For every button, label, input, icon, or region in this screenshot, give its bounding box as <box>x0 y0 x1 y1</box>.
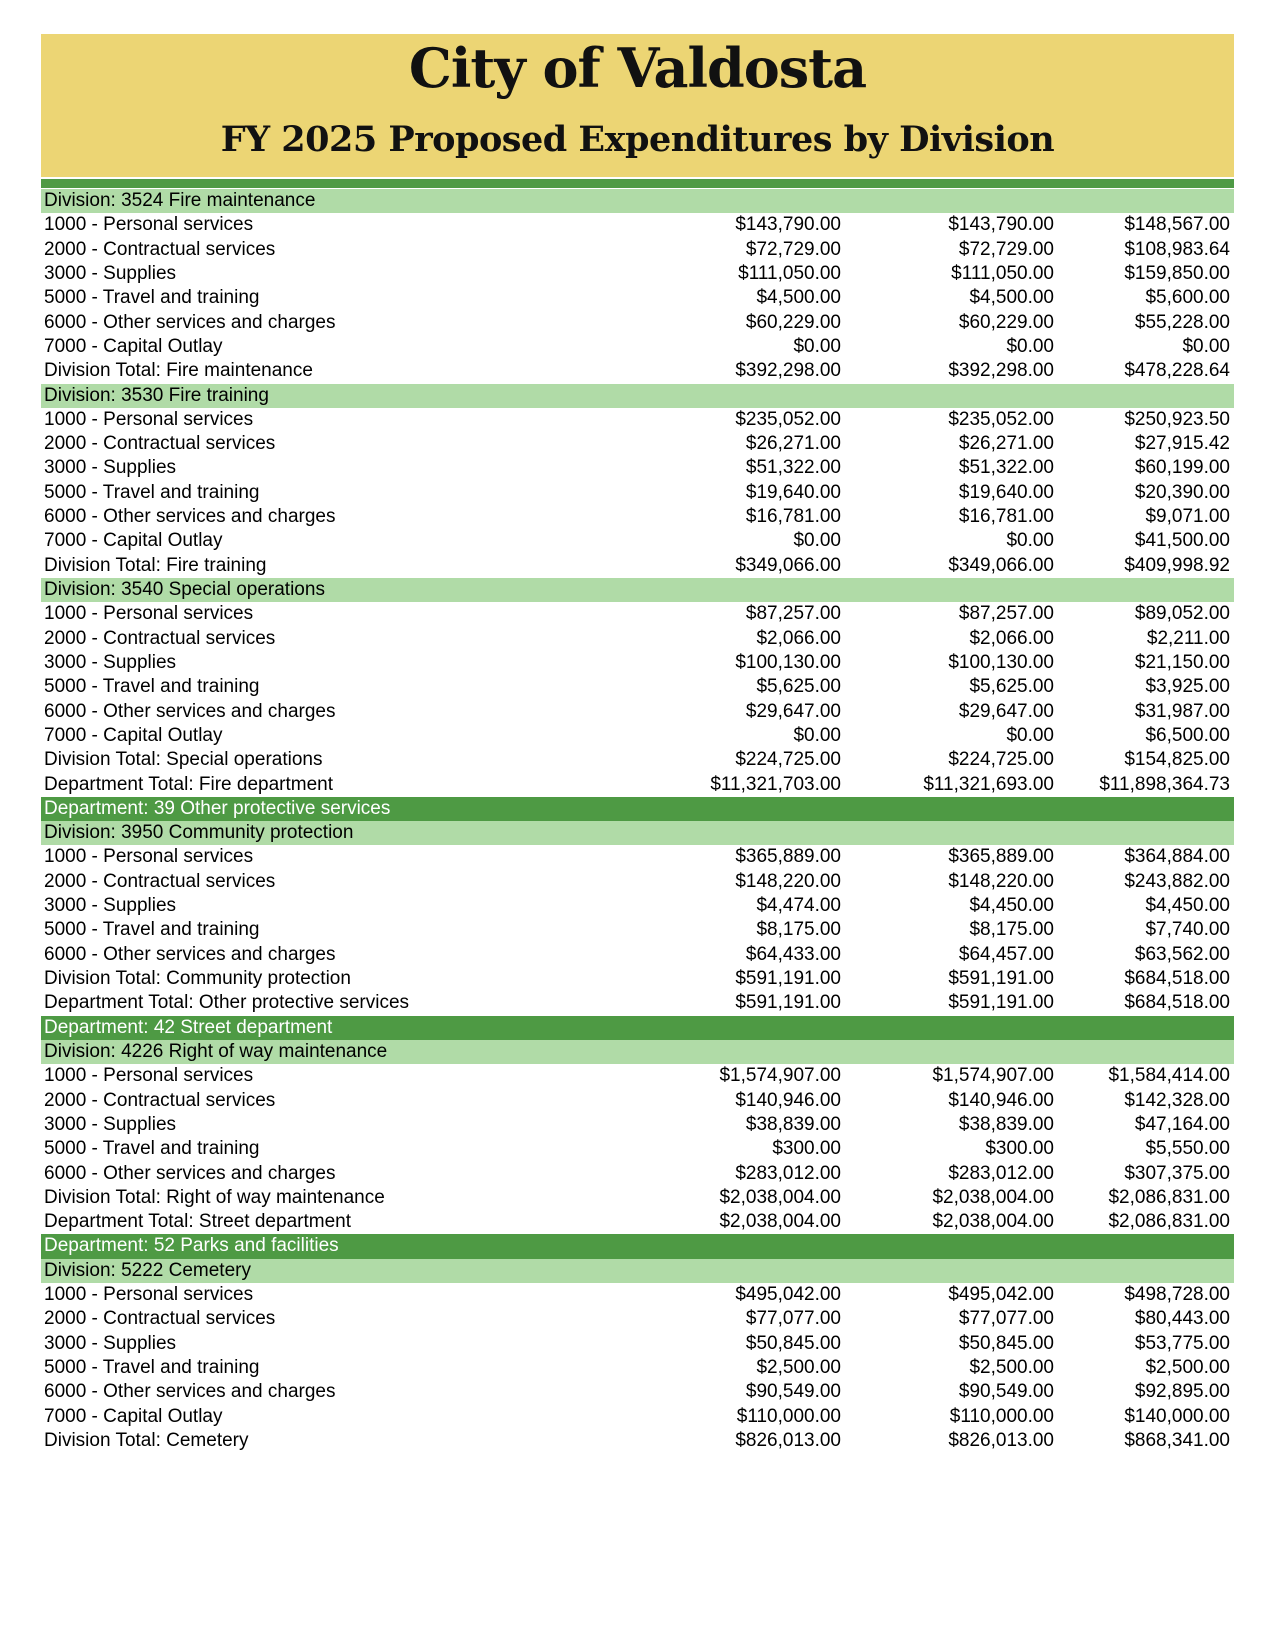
line-item-row <box>41 481 1234 505</box>
row-label: 3000 - Supplies <box>44 1113 177 1135</box>
amount-col-2: $77,077.00 <box>958 1308 1054 1330</box>
amount-col-3: $92,895.00 <box>1134 1381 1230 1403</box>
amount-col-1: $90,549.00 <box>745 1381 841 1403</box>
total-row <box>41 773 1234 797</box>
amount-col-3: $2,211.00 <box>1146 627 1230 649</box>
division-header-row <box>41 578 1234 602</box>
line-item-row <box>41 432 1234 456</box>
amount-col-3: $2,500.00 <box>1145 1357 1230 1378</box>
amount-col-3: $4,450.00 <box>1145 895 1230 917</box>
page-subtitle: FY 2025 Proposed Expenditures by Division <box>220 119 1055 160</box>
total-row <box>41 1186 1234 1210</box>
line-item-row <box>41 724 1234 748</box>
amount-col-2: $72,729.00 <box>958 238 1054 260</box>
row-label: Department: 39 Other protective services <box>44 797 391 819</box>
line-item-row <box>41 845 1234 869</box>
amount-col-1: $591,191.00 <box>735 992 841 1014</box>
amount-col-3: $3,925.00 <box>1145 676 1230 698</box>
amount-col-1: $77,077.00 <box>745 1308 841 1330</box>
row-label: 3000 - Supplies <box>44 1332 177 1354</box>
line-item-row <box>41 286 1234 310</box>
amount-col-1: $72,729.00 <box>745 238 841 260</box>
amount-col-2: $365,889.00 <box>948 846 1054 868</box>
amount-col-3: $243,882.00 <box>1124 870 1230 892</box>
page-title: City of Valdosta <box>408 36 867 100</box>
amount-col-2: $2,038,004.00 <box>932 1211 1054 1233</box>
division-header-row <box>41 821 1234 845</box>
row-label: Division: 3950 Community protection <box>44 822 354 844</box>
amount-col-2: $100,130.00 <box>948 651 1054 673</box>
total-row <box>41 967 1234 991</box>
amount-col-2: $0.00 <box>1006 724 1054 746</box>
total-row <box>41 359 1234 383</box>
line-item-row <box>41 529 1234 553</box>
line-item-row <box>41 700 1234 724</box>
row-label: Division: 3540 Special operations <box>44 579 325 600</box>
line-item-row <box>41 1113 1234 1137</box>
amount-col-1: $26,271.00 <box>745 433 841 455</box>
amount-col-2: $392,298.00 <box>948 360 1054 382</box>
amount-col-2: $19,640.00 <box>958 481 1054 503</box>
amount-col-3: $7,740.00 <box>1145 919 1230 941</box>
row-label: 7000 - Capital Outlay <box>44 530 223 552</box>
row-label: 1000 - Personal services <box>44 1284 254 1306</box>
amount-col-1: $2,066.00 <box>756 627 841 649</box>
amount-col-1: $5,625.00 <box>756 676 841 698</box>
amount-col-1: $11,321,703.00 <box>710 773 841 795</box>
amount-col-2: $495,042.00 <box>948 1284 1054 1306</box>
total-row <box>41 991 1234 1015</box>
amount-col-2: $224,725.00 <box>948 749 1054 771</box>
department-header-row <box>41 797 1234 821</box>
amount-col-3: $5,550.00 <box>1145 1138 1230 1160</box>
line-item-row <box>41 1089 1234 1113</box>
amount-col-2: $110,000.00 <box>949 1405 1054 1427</box>
amount-col-1: $1,574,907.00 <box>719 1065 841 1087</box>
row-label: Division Total: Right of way maintenance <box>44 1186 385 1208</box>
row-label: 5000 - Travel and training <box>44 919 260 941</box>
line-item-row <box>41 675 1234 699</box>
row-label: Division Total: Fire training <box>44 554 267 576</box>
amount-col-3: $31,987.00 <box>1134 700 1230 722</box>
amount-col-3: $1,584,414.00 <box>1108 1065 1230 1087</box>
row-label: 6000 - Other services and charges <box>44 943 336 965</box>
line-item-row <box>41 870 1234 894</box>
row-label: Department Total: Street department <box>44 1211 351 1233</box>
line-item-row <box>41 1356 1234 1380</box>
division-header-row <box>41 1259 1234 1283</box>
amount-col-3: $27,915.42 <box>1134 433 1230 455</box>
amount-col-2: $2,500.00 <box>969 1357 1054 1378</box>
row-label: 1000 - Personal services <box>44 603 254 625</box>
amount-col-2: $11,321,693.00 <box>923 773 1054 795</box>
line-item-row <box>41 627 1234 651</box>
amount-col-1: $16,781.00 <box>745 506 841 528</box>
amount-col-2: $50,845.00 <box>958 1332 1054 1354</box>
row-label: 6000 - Other services and charges <box>44 1381 336 1403</box>
row-label: 6000 - Other services and charges <box>44 700 336 722</box>
amount-col-3: $868,341.00 <box>1124 1429 1230 1451</box>
amount-col-2: $60,229.00 <box>958 311 1054 333</box>
amount-col-2: $591,191.00 <box>948 992 1054 1014</box>
amount-col-1: $60,229.00 <box>745 311 841 333</box>
amount-col-1: $0.00 <box>793 724 841 746</box>
row-label: Division: 5222 Cemetery <box>44 1259 251 1281</box>
row-label: Division: 3524 Fire maintenance <box>44 190 316 211</box>
amount-col-3: $2,086,831.00 <box>1108 1211 1230 1233</box>
row-label: 2000 - Contractual services <box>44 238 276 260</box>
amount-col-1: $2,038,004.00 <box>719 1211 841 1233</box>
amount-col-2: $826,013.00 <box>948 1429 1054 1451</box>
amount-col-3: $60,199.00 <box>1134 457 1230 479</box>
amount-col-1: $826,013.00 <box>735 1429 841 1451</box>
header-divider <box>41 179 1234 188</box>
amount-col-2: $143,790.00 <box>948 214 1054 236</box>
amount-col-3: $20,390.00 <box>1134 481 1230 503</box>
line-item-row <box>41 505 1234 529</box>
amount-col-1: $495,042.00 <box>735 1284 841 1306</box>
amount-col-3: $9,071.00 <box>1145 506 1230 528</box>
row-label: 5000 - Travel and training <box>44 1357 260 1378</box>
line-item-row <box>41 918 1234 942</box>
amount-col-1: $392,298.00 <box>735 360 841 382</box>
row-label: 2000 - Contractual services <box>44 433 276 455</box>
line-item-row <box>41 262 1234 286</box>
amount-col-3: $6,500.00 <box>1145 724 1230 746</box>
amount-col-3: $159,850.00 <box>1124 262 1230 284</box>
amount-col-1: $51,322.00 <box>745 457 841 479</box>
amount-col-2: $5,625.00 <box>969 676 1054 698</box>
amount-col-1: $8,175.00 <box>756 919 841 941</box>
row-label: 3000 - Supplies <box>44 895 177 917</box>
amount-col-1: $591,191.00 <box>735 968 841 989</box>
amount-col-1: $2,038,004.00 <box>719 1186 841 1208</box>
amount-col-3: $80,443.00 <box>1134 1308 1230 1330</box>
amount-col-1: $0.00 <box>793 335 841 357</box>
amount-col-2: $90,549.00 <box>958 1381 1054 1403</box>
amount-col-3: $63,562.00 <box>1134 943 1230 965</box>
row-label: 1000 - Personal services <box>44 846 254 868</box>
amount-col-2: $300.00 <box>985 1138 1054 1160</box>
department-header-row <box>41 1016 1234 1040</box>
row-label: Division Total: Special operations <box>44 749 323 771</box>
amount-col-3: $89,052.00 <box>1134 603 1230 625</box>
amount-col-1: $300.00 <box>772 1138 841 1160</box>
amount-col-1: $0.00 <box>793 530 841 552</box>
amount-col-3: $41,500.00 <box>1134 530 1230 552</box>
row-label: Division: 3530 Fire training <box>44 384 269 406</box>
row-label: 1000 - Personal services <box>44 408 254 430</box>
amount-col-3: $478,228.64 <box>1124 360 1230 382</box>
row-label: 2000 - Contractual services <box>44 1308 276 1330</box>
amount-col-1: $110,000.00 <box>736 1405 841 1427</box>
amount-col-1: $349,066.00 <box>735 554 841 576</box>
row-label: 5000 - Travel and training <box>44 1138 260 1160</box>
amount-col-2: $140,946.00 <box>948 1089 1054 1111</box>
amount-col-1: $111,050.00 <box>738 262 841 284</box>
amount-col-2: $591,191.00 <box>948 968 1054 989</box>
amount-col-1: $19,640.00 <box>745 481 841 503</box>
amount-col-3: $498,728.00 <box>1124 1284 1230 1306</box>
amount-col-2: $349,066.00 <box>948 554 1054 576</box>
row-label: 6000 - Other services and charges <box>44 311 336 333</box>
amount-col-3: $108,983.64 <box>1124 238 1230 260</box>
amount-col-2: $51,322.00 <box>958 457 1054 479</box>
total-row <box>41 1210 1234 1234</box>
row-label: 2000 - Contractual services <box>44 627 276 649</box>
amount-col-3: $148,567.00 <box>1124 214 1230 236</box>
amount-col-1: $38,839.00 <box>745 1113 841 1135</box>
row-label: Department Total: Other protective services <box>44 992 410 1014</box>
amount-col-3: $364,884.00 <box>1124 846 1230 868</box>
amount-col-2: $111,050.00 <box>951 262 1054 284</box>
amount-col-2: $148,220.00 <box>948 870 1054 892</box>
line-item-row <box>41 1283 1234 1307</box>
amount-col-1: $365,889.00 <box>735 846 841 868</box>
line-item-row <box>41 1405 1234 1429</box>
amount-col-1: $64,433.00 <box>745 943 841 965</box>
row-label: 3000 - Supplies <box>44 262 177 284</box>
line-item-row <box>41 335 1234 359</box>
amount-col-3: $0.00 <box>1182 335 1230 357</box>
amount-col-1: $140,946.00 <box>735 1089 841 1111</box>
line-item-row <box>41 1380 1234 1404</box>
amount-col-3: $140,000.00 <box>1124 1405 1230 1427</box>
amount-col-2: $87,257.00 <box>958 603 1054 625</box>
amount-col-1: $283,012.00 <box>735 1162 841 1184</box>
line-item-row <box>41 456 1234 480</box>
amount-col-2: $29,647.00 <box>958 700 1054 722</box>
amount-col-2: $64,457.00 <box>958 943 1054 965</box>
row-label: Division Total: Cemetery <box>44 1429 249 1451</box>
amount-col-3: $47,164.00 <box>1134 1113 1230 1135</box>
row-label: 2000 - Contractual services <box>44 870 276 892</box>
amount-col-2: $26,271.00 <box>958 433 1054 455</box>
amount-col-3: $307,375.00 <box>1124 1162 1230 1184</box>
amount-col-2: $235,052.00 <box>948 408 1054 430</box>
amount-col-2: $2,066.00 <box>969 627 1054 649</box>
row-label: Department: 52 Parks and facilities <box>44 1235 339 1257</box>
row-label: 7000 - Capital Outlay <box>44 335 223 357</box>
amount-col-2: $283,012.00 <box>948 1162 1054 1184</box>
amount-col-1: $4,500.00 <box>756 287 841 309</box>
amount-col-3: $684,518.00 <box>1124 992 1230 1014</box>
row-label: 5000 - Travel and training <box>44 676 260 698</box>
row-label: Department Total: Fire department <box>44 773 334 795</box>
amount-col-2: $38,839.00 <box>958 1113 1054 1135</box>
amount-col-3: $409,998.92 <box>1124 554 1230 576</box>
line-item-row <box>41 602 1234 626</box>
amount-col-2: $2,038,004.00 <box>932 1186 1054 1208</box>
amount-col-1: $4,474.00 <box>756 895 841 917</box>
amount-col-3: $250,923.50 <box>1124 408 1230 430</box>
row-label: 1000 - Personal services <box>44 214 254 236</box>
division-header-row <box>41 189 1234 213</box>
amount-col-3: $2,086,831.00 <box>1108 1186 1230 1208</box>
row-label: 3000 - Supplies <box>44 457 177 479</box>
amount-col-3: $154,825.00 <box>1124 749 1230 771</box>
amount-col-2: $4,500.00 <box>969 287 1054 309</box>
line-item-row <box>41 1064 1234 1088</box>
total-row <box>41 748 1234 772</box>
amount-col-3: $53,775.00 <box>1134 1332 1230 1354</box>
amount-col-2: $1,574,907.00 <box>932 1065 1054 1087</box>
expenditure-table <box>41 189 1234 1453</box>
amount-col-3: $21,150.00 <box>1134 651 1230 673</box>
row-label: 6000 - Other services and charges <box>44 506 336 528</box>
amount-col-2: $8,175.00 <box>969 919 1054 941</box>
amount-col-1: $148,220.00 <box>735 870 841 892</box>
row-label: 6000 - Other services and charges <box>44 1162 336 1184</box>
row-label: 1000 - Personal services <box>44 1065 254 1087</box>
amount-col-1: $87,257.00 <box>745 603 841 625</box>
line-item-row <box>41 943 1234 967</box>
amount-col-2: $0.00 <box>1006 530 1054 552</box>
line-item-row <box>41 311 1234 335</box>
amount-col-3: $142,328.00 <box>1124 1089 1230 1111</box>
amount-col-1: $224,725.00 <box>735 749 841 771</box>
amount-col-3: $684,518.00 <box>1124 968 1230 989</box>
amount-col-2: $4,450.00 <box>969 895 1054 917</box>
row-label: Department: 42 Street department <box>44 1016 333 1038</box>
line-item-row <box>41 1332 1234 1356</box>
amount-col-1: $29,647.00 <box>745 700 841 722</box>
division-header-row <box>41 384 1234 408</box>
row-label: Division: 4226 Right of way maintenance <box>44 1040 388 1062</box>
row-label: 7000 - Capital Outlay <box>44 724 223 746</box>
amount-col-3: $55,228.00 <box>1134 311 1230 333</box>
amount-col-1: $143,790.00 <box>735 214 841 236</box>
line-item-row <box>41 238 1234 262</box>
row-label: Division Total: Community protection <box>44 968 351 989</box>
amount-col-2: $16,781.00 <box>958 506 1054 528</box>
line-item-row <box>41 894 1234 918</box>
line-item-row <box>41 408 1234 432</box>
amount-col-1: $50,845.00 <box>745 1332 841 1354</box>
row-label: 5000 - Travel and training <box>44 481 260 503</box>
row-label: 7000 - Capital Outlay <box>44 1405 223 1427</box>
line-item-row <box>41 1162 1234 1186</box>
total-row <box>41 1429 1234 1453</box>
report-header <box>41 34 1234 177</box>
amount-col-1: $2,500.00 <box>756 1357 841 1378</box>
department-header-row <box>41 1234 1234 1258</box>
row-label: Division Total: Fire maintenance <box>44 360 313 382</box>
amount-col-3: $11,898,364.73 <box>1099 773 1230 795</box>
amount-col-2: $0.00 <box>1006 335 1054 357</box>
line-item-row <box>41 1137 1234 1161</box>
amount-col-1: $235,052.00 <box>735 408 841 430</box>
division-header-row <box>41 1040 1234 1064</box>
row-label: 2000 - Contractual services <box>44 1089 276 1111</box>
total-row <box>41 554 1234 578</box>
row-label: 5000 - Travel and training <box>44 287 260 309</box>
row-label: 3000 - Supplies <box>44 651 177 673</box>
line-item-row <box>41 213 1234 237</box>
line-item-row <box>41 1307 1234 1331</box>
amount-col-3: $5,600.00 <box>1145 287 1230 309</box>
line-item-row <box>41 651 1234 675</box>
amount-col-1: $100,130.00 <box>735 651 841 673</box>
